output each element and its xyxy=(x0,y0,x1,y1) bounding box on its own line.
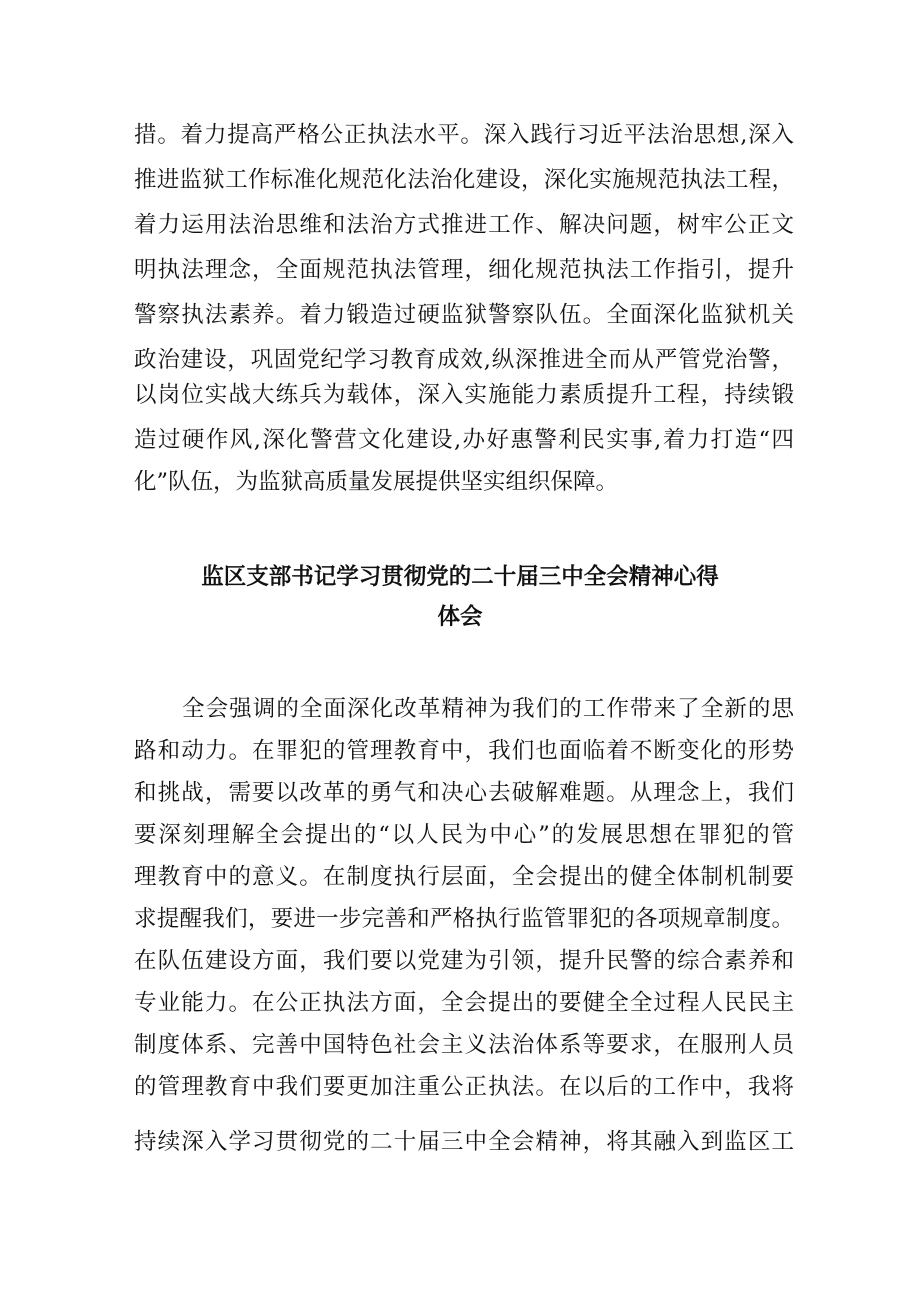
paragraph-line: 路和动力。在罪犯的管理教育中，我们也面临着不断变化的形势 xyxy=(134,738,794,764)
paragraph-line: 全会强调的全面深化改革精神为我们的工作带来了全新的思 xyxy=(182,696,794,722)
paragraph-line: 在队伍建设方面，我们要以党建为引领，提升民警的综合素养和 xyxy=(134,948,794,974)
paragraph-line: 着力运用法治思维和法治方式推进工作、解决问题，树牢公正文 xyxy=(134,212,794,238)
paragraph-line: 造过硬作风,深化警营文化建设,办好惠警利民实事,着力打造“四 xyxy=(134,427,794,453)
paragraph-line: 的管理教育中我们要更加注重公正执法。在以后的工作中，我将 xyxy=(134,1074,794,1100)
paragraph-line: 以岗位实战大练兵为载体，深入实施能力素质提升工程，持续锻 xyxy=(134,382,794,408)
paragraph-line: 制度体系、完善中国特色社会主义法治体系等要求，在服刑人员 xyxy=(134,1032,794,1058)
paragraph-line: 明执法理念，全面规范执法管理，细化规范执法工作指引，提升 xyxy=(134,257,794,283)
paragraph-line: 政治建设，巩固党纪学习教育成效,纵深推进全而从严管党治警， xyxy=(134,347,794,373)
paragraph-line: 求提醒我们，要进一步完善和严格执行监管罪犯的各项规章制度。 xyxy=(134,906,794,932)
paragraph-line: 要深刻理解全会提出的“以人民为中心”的发展思想在罪犯的管 xyxy=(134,822,794,848)
paragraph-line: 措。着力提高严格公正执法水平。深入践行习近平法治思想,深入 xyxy=(134,122,794,148)
paragraph-line: 持续深入学习贯彻党的二十届三中全会精神，将其融入到监区工 xyxy=(134,1129,794,1155)
article-title-line-1: 监区支部书记学习贯彻党的二十届三中全会精神心得 xyxy=(201,564,719,590)
paragraph-line: 化”队伍，为监狱高质量发展提供坚实组织保障。 xyxy=(134,469,619,495)
paragraph-line: 警察执法素养。着力锻造过硬监狱警察队伍。全面深化监狱机关 xyxy=(134,302,794,328)
paragraph-line: 和挑战，需要以改革的勇气和决心去破解难题。从理念上，我们 xyxy=(134,780,794,806)
paragraph-line: 理教育中的意义。在制度执行层面，全会提出的健全体制机制要 xyxy=(134,864,794,890)
paragraph-line: 推进监狱工作标准化规范化法治化建设，深化实施规范执法工程， xyxy=(134,167,794,193)
paragraph-line: 专业能力。在公正执法方面，全会提出的要健全全过程人民民主 xyxy=(134,990,794,1016)
article-title-line-2: 体会 xyxy=(437,604,483,630)
